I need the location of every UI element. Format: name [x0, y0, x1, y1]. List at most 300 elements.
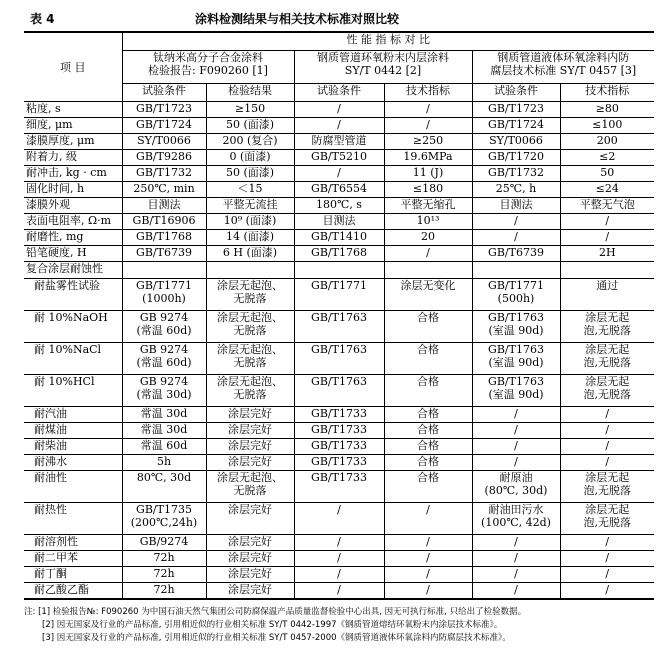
cell-line: GB/T1763 [488, 310, 544, 324]
table-cell [560, 182, 654, 198]
cell-line: (200℃,24h) [130, 516, 198, 530]
cell-line: / [426, 503, 430, 517]
table-cell [122, 583, 206, 599]
table-cell [560, 455, 654, 471]
cell-line: 平整无气泡 [579, 198, 635, 212]
table-row [24, 551, 654, 567]
table-cell [560, 246, 654, 262]
table-cell [122, 182, 206, 198]
cell-line: 耐原油 [499, 471, 533, 485]
table-cell [472, 182, 560, 198]
table-cell [472, 438, 560, 454]
cell-line: GB/T1732 [488, 166, 544, 180]
table-cell [206, 102, 294, 118]
group-header-3 [472, 50, 654, 83]
table-cell [206, 342, 294, 374]
cell-line: GB/T1733 [311, 471, 367, 485]
cell-line: GB/T1771 [488, 278, 544, 292]
cell-line: 涂层完好 [228, 567, 272, 581]
group-header-line1: 钢质管道环氧粉末内层涂料 [317, 50, 449, 64]
table-cell [294, 150, 384, 166]
table-cell [384, 278, 472, 310]
row-item-label: 耐柴油 [24, 438, 122, 454]
table-cell [122, 567, 206, 583]
cell-line: 合格 [417, 471, 439, 485]
table-cell [560, 551, 654, 567]
cell-line: ＜15 [237, 182, 263, 196]
cell-line: 200 (复合) [222, 134, 278, 148]
cell-line: 200 [596, 134, 618, 148]
table-cell [122, 166, 206, 182]
table-cell [294, 551, 384, 567]
table-cell [206, 503, 294, 535]
table-cell [560, 118, 654, 134]
cell-line: / [426, 583, 430, 597]
table-cell [384, 230, 472, 246]
cell-line: (室温 90d) [488, 355, 544, 369]
table-cell [560, 583, 654, 599]
row-item-label: 耐热性 [24, 503, 122, 535]
row-item-label: 表面电阻率, Ω·m [24, 214, 122, 230]
performance-compare-header: 性 能 指 标 对 比 [122, 32, 654, 50]
cell-line: GB/T1724 [136, 118, 192, 132]
cell-line: 涂层无起 [585, 374, 630, 388]
table-cell [294, 198, 384, 214]
table-cell [384, 118, 472, 134]
table-cell [384, 182, 472, 198]
table-row [24, 150, 654, 166]
cell-line: / [514, 214, 518, 228]
table-cell [472, 422, 560, 438]
table-cell [206, 118, 294, 134]
cell-line: / [337, 503, 341, 517]
sub-header: 技术指标 [384, 83, 472, 101]
table-cell [206, 310, 294, 342]
table-cell [384, 246, 472, 262]
table-cell [206, 150, 294, 166]
comparison-table-frame [24, 31, 654, 600]
note-2: [2] 因无国家及行业的产品标准, 引用相近似的行业相关标准 SY/T 0442-1997《钢质管道熔结环氧粉末内涂层技术标准》。 [42, 620, 503, 630]
cell-line: GB 9274 [139, 342, 189, 356]
row-item-label: 铅笔硬度, H [24, 246, 122, 262]
cell-line: / [337, 535, 341, 549]
cell-line: / [337, 551, 341, 565]
cell-line: 平整无流挂 [222, 198, 278, 212]
cell-line: GB/T6739 [488, 246, 544, 260]
row-item-label: 固化时间, h [24, 182, 122, 198]
table-cell [122, 150, 206, 166]
table-cell [472, 102, 560, 118]
cell-line: 合格 [417, 310, 439, 324]
cell-line: GB/9274 [139, 535, 189, 549]
table-cell [472, 583, 560, 599]
table-cell [206, 438, 294, 454]
cell-line: / [426, 246, 430, 260]
cell-line: ≥250 [412, 134, 444, 148]
table-cell [122, 342, 206, 374]
table-row [24, 471, 654, 503]
cell-line: / [605, 535, 610, 549]
cell-line: / [337, 166, 341, 180]
note-1: 注: [1] 检验报告№: F090260 为中国石油天然气集团公司防腐保温产品质量监督检验中心出具, 因无可执行标准, 只给出了检验数据。 [24, 607, 527, 617]
table-cell [294, 134, 384, 150]
table-row [24, 230, 654, 246]
table-cell [472, 535, 560, 551]
table-cell [384, 214, 472, 230]
table-cell [294, 310, 384, 342]
cell-line: 合格 [417, 406, 439, 420]
cell-line: GB/T1763 [311, 310, 367, 324]
table-cell [294, 214, 384, 230]
table-cell [560, 262, 654, 278]
row-item-label: 漆膜厚度, μm [24, 134, 122, 150]
cell-line: 涂层完好 [228, 583, 272, 597]
table-cell [560, 342, 654, 374]
row-item-label: 细度, μm [24, 118, 122, 134]
table-cell [560, 422, 654, 438]
cell-line: GB/T1733 [311, 455, 367, 469]
cell-line: GB/T9286 [136, 150, 192, 164]
table-cell [472, 471, 560, 503]
cell-line: GB 9274 [139, 310, 189, 324]
cell-line: 5h [156, 455, 172, 469]
table-cell [384, 455, 472, 471]
table-cell [472, 567, 560, 583]
cell-line: 涂层完好 [228, 455, 272, 469]
cell-line: (常温 60d) [136, 323, 192, 337]
cell-line: 泡,无脱落 [583, 516, 632, 530]
cell-line: 80℃, 30d [136, 471, 192, 485]
sub-header: 试验条件 [294, 83, 384, 101]
table-cell [560, 503, 654, 535]
cell-line: 目测法 [147, 198, 181, 212]
table-cell [560, 102, 654, 118]
table-cell [294, 583, 384, 599]
table-cell [122, 118, 206, 134]
table-cell [472, 118, 560, 134]
cell-line: / [605, 551, 610, 565]
cell-line: 涂层完好 [228, 406, 272, 420]
sub-header: 试验条件 [122, 83, 206, 101]
cell-line: 涂层无起泡、 [217, 342, 283, 356]
cell-line: 涂层无起 [585, 342, 630, 356]
table-cell [122, 198, 206, 214]
cell-line: (1000h) [142, 291, 186, 305]
table-cell [384, 422, 472, 438]
table-cell [560, 406, 654, 422]
cell-line: SY/T0066 [137, 134, 191, 148]
table-cell [384, 406, 472, 422]
table-cell [206, 471, 294, 503]
cell-line: SY/T0066 [489, 134, 543, 148]
table-cell [560, 134, 654, 150]
sub-header: 检验结果 [206, 83, 294, 101]
cell-line: / [514, 438, 518, 452]
cell-line: ≤2 [599, 150, 616, 164]
cell-line: 合格 [417, 374, 439, 388]
cell-line: / [605, 214, 610, 228]
table-cell [294, 503, 384, 535]
sub-header: 技术指标 [560, 83, 654, 101]
table-cell [206, 567, 294, 583]
table-row [24, 342, 654, 374]
cell-line: / [605, 567, 610, 581]
cell-line: 10⁹ (面漆) [223, 214, 277, 228]
table-cell [472, 551, 560, 567]
table-cell [294, 342, 384, 374]
cell-line: GB/T1763 [488, 374, 544, 388]
table-cell [472, 455, 560, 471]
cell-line: ≥150 [234, 102, 266, 115]
table-cell [122, 310, 206, 342]
table-cell [384, 583, 472, 599]
cell-line: GB/T1410 [311, 230, 367, 244]
cell-line: 涂层完好 [228, 503, 272, 517]
note-3: [3] 因无国家及行业的产品标准, 引用相近似的行业相关标准 SY/T 0457-2000《钢质管道液体环氧涂料内防腐层技术标准》。 [42, 633, 511, 643]
table-cell [472, 406, 560, 422]
table-cell [560, 150, 654, 166]
table-cell [206, 374, 294, 406]
table-cell [122, 102, 206, 118]
table-cell [560, 198, 654, 214]
table-cell [206, 406, 294, 422]
cell-line: ≤24 [595, 182, 619, 196]
table-cell [472, 503, 560, 535]
cell-line: ≤100 [592, 118, 623, 132]
cell-line: / [514, 455, 518, 469]
cell-line: 涂层完好 [228, 422, 272, 436]
table-cell [122, 278, 206, 310]
cell-line: 涂层无起泡、 [217, 374, 283, 388]
table-cell [472, 374, 560, 406]
table-cell [206, 246, 294, 262]
cell-line: 合格 [417, 342, 439, 356]
table-cell [294, 535, 384, 551]
table-cell [384, 374, 472, 406]
cell-line: GB/T1733 [311, 422, 367, 436]
table-cell [294, 230, 384, 246]
cell-line: 常温 60d [140, 438, 188, 452]
cell-line: GB/T6739 [136, 246, 192, 260]
cell-line: 涂层无起 [585, 310, 630, 324]
cell-line: / [605, 583, 610, 597]
cell-line: (室温 90d) [488, 387, 544, 401]
cell-line: / [514, 567, 518, 581]
cell-line: 180℃, s [316, 198, 362, 212]
group-header-2 [294, 50, 472, 83]
table-row [24, 438, 654, 454]
cell-line: 涂层无起泡、 [217, 278, 283, 292]
cell-line: / [426, 102, 430, 115]
table-cell [294, 182, 384, 198]
table-cell [206, 583, 294, 599]
table-row [24, 118, 654, 134]
table-cell [122, 551, 206, 567]
table-cell [206, 455, 294, 471]
cell-line: GB/T16906 [132, 214, 196, 228]
cell-line: GB/T1733 [311, 438, 367, 452]
cell-line: GB 9274 [139, 374, 189, 388]
table-cell [122, 134, 206, 150]
table-cell [122, 438, 206, 454]
table-row [24, 262, 654, 278]
table-row [24, 134, 654, 150]
sub-header: 试验条件 [472, 83, 560, 101]
cell-line: / [426, 551, 430, 565]
table-cell [560, 166, 654, 182]
table-cell [560, 230, 654, 246]
table-cell [384, 535, 472, 551]
row-item-label: 耐 10%HCl [24, 374, 122, 406]
table-cell [384, 342, 472, 374]
cell-line: 泡,无脱落 [583, 484, 632, 498]
table-cell [122, 422, 206, 438]
cell-line: / [514, 422, 518, 436]
row-item-label: 耐乙酸乙酯 [24, 583, 122, 599]
table-row [24, 214, 654, 230]
row-item-label: 复合涂层耐蚀性 [24, 262, 122, 278]
table-row [24, 535, 654, 551]
cell-line: (80℃, 30d) [484, 484, 548, 498]
table-cell [122, 503, 206, 535]
cell-line: 72h [153, 583, 175, 597]
table-cell [560, 278, 654, 310]
cell-line: GB/T1763 [311, 374, 367, 388]
cell-line: 0 (面漆) [229, 150, 271, 164]
cell-line: 50 (面漆) [225, 118, 275, 132]
cell-line: / [605, 230, 610, 244]
table-row [24, 374, 654, 406]
cell-line: GB/T1723 [488, 102, 544, 115]
cell-line: 19.6MPa [403, 150, 453, 164]
row-item-label: 粘度, s [24, 102, 122, 118]
group-header-1 [122, 50, 294, 83]
table-cell [294, 438, 384, 454]
cell-line: 涂层无起泡、 [217, 310, 283, 324]
cell-line: 防腐型管道 [311, 134, 367, 148]
table-cell [384, 438, 472, 454]
cell-line: GB/T1724 [488, 118, 544, 132]
cell-line: / [426, 118, 430, 132]
cell-line: GB/T1732 [136, 166, 192, 180]
table-cell [206, 166, 294, 182]
cell-line: GB/T1735 [136, 503, 192, 517]
table-cell [294, 262, 384, 278]
cell-line: / [514, 583, 518, 597]
row-item-label: 耐磨性, mg [24, 230, 122, 246]
row-item-label: 耐沸水 [24, 455, 122, 471]
table-row [24, 455, 654, 471]
table-cell [472, 166, 560, 182]
cell-line: / [605, 406, 610, 420]
cell-line: 常温 30d [140, 406, 188, 420]
cell-line: / [605, 438, 610, 452]
cell-line: GB/T6554 [311, 182, 367, 196]
table-cell [206, 262, 294, 278]
cell-line: (100℃, 42d) [481, 516, 551, 530]
table-cell [560, 310, 654, 342]
row-item-label: 耐二甲苯 [24, 551, 122, 567]
row-item-label: 附着力, 级 [24, 150, 122, 166]
row-item-label: 耐煤油 [24, 422, 122, 438]
cell-line: 无脱落 [233, 291, 267, 305]
cell-line: 泡,无脱落 [583, 355, 632, 369]
table-cell [294, 166, 384, 182]
group-header-line1: 钢质管道液体环氧涂料内防 [497, 50, 630, 64]
cell-line: (常温 60d) [136, 355, 192, 369]
table-cell [122, 535, 206, 551]
table-cell [472, 150, 560, 166]
comparison-table [24, 31, 654, 600]
cell-line: / [337, 567, 341, 581]
table-cell [206, 278, 294, 310]
table-cell [472, 230, 560, 246]
table-cell [206, 214, 294, 230]
cell-line: 20 [421, 230, 435, 244]
table-cell [206, 182, 294, 198]
table-row [24, 583, 654, 599]
row-item-label: 耐冲击, kg · cm [24, 166, 122, 182]
table-cell [472, 134, 560, 150]
cell-line: 10¹³ [416, 214, 440, 228]
row-item-label: 耐 10%NaOH [24, 310, 122, 342]
table-cell [560, 567, 654, 583]
cell-line: 72h [153, 551, 175, 565]
row-item-label: 耐汽油 [24, 406, 122, 422]
table-cell [294, 102, 384, 118]
table-cell [560, 535, 654, 551]
cell-line: / [337, 118, 341, 132]
cell-line: GB/T1723 [136, 102, 192, 115]
cell-line: 平整无缩孔 [400, 198, 456, 212]
row-item-label: 漆膜外观 [24, 198, 122, 214]
cell-line: 泡,无脱落 [583, 323, 632, 337]
row-item-label: 耐油性 [24, 471, 122, 503]
table-cell [560, 214, 654, 230]
table-cell [472, 310, 560, 342]
table-cell [206, 230, 294, 246]
cell-line: 涂层完好 [228, 438, 272, 452]
table-cell [122, 455, 206, 471]
cell-line: 72h [153, 567, 175, 581]
table-row [24, 567, 654, 583]
table-notes [24, 606, 664, 645]
table-row [24, 182, 654, 198]
table-cell [560, 471, 654, 503]
cell-line: 25℃, h [495, 182, 537, 196]
table-cell [206, 198, 294, 214]
cell-line: 涂层完好 [228, 551, 272, 565]
cell-line: GB/T1763 [488, 342, 544, 356]
cell-line: 泡,无脱落 [583, 387, 632, 401]
group-header-line2: 腐层技术标准 SY/T 0457 [3] [490, 63, 637, 77]
table-row [24, 166, 654, 182]
cell-line: GB/T1771 [311, 278, 367, 292]
cell-line: 无脱落 [233, 387, 267, 401]
cell-line: / [514, 551, 518, 565]
table-cell [384, 150, 472, 166]
cell-line: / [426, 567, 430, 581]
table-row [24, 246, 654, 262]
cell-line: / [337, 102, 341, 115]
table-cell [472, 278, 560, 310]
table-cell [472, 198, 560, 214]
cell-line: GB/T1768 [136, 230, 192, 244]
table-cell [384, 262, 472, 278]
cell-line: (500h) [497, 291, 535, 305]
table-cell [560, 374, 654, 406]
cell-line: / [605, 422, 610, 436]
